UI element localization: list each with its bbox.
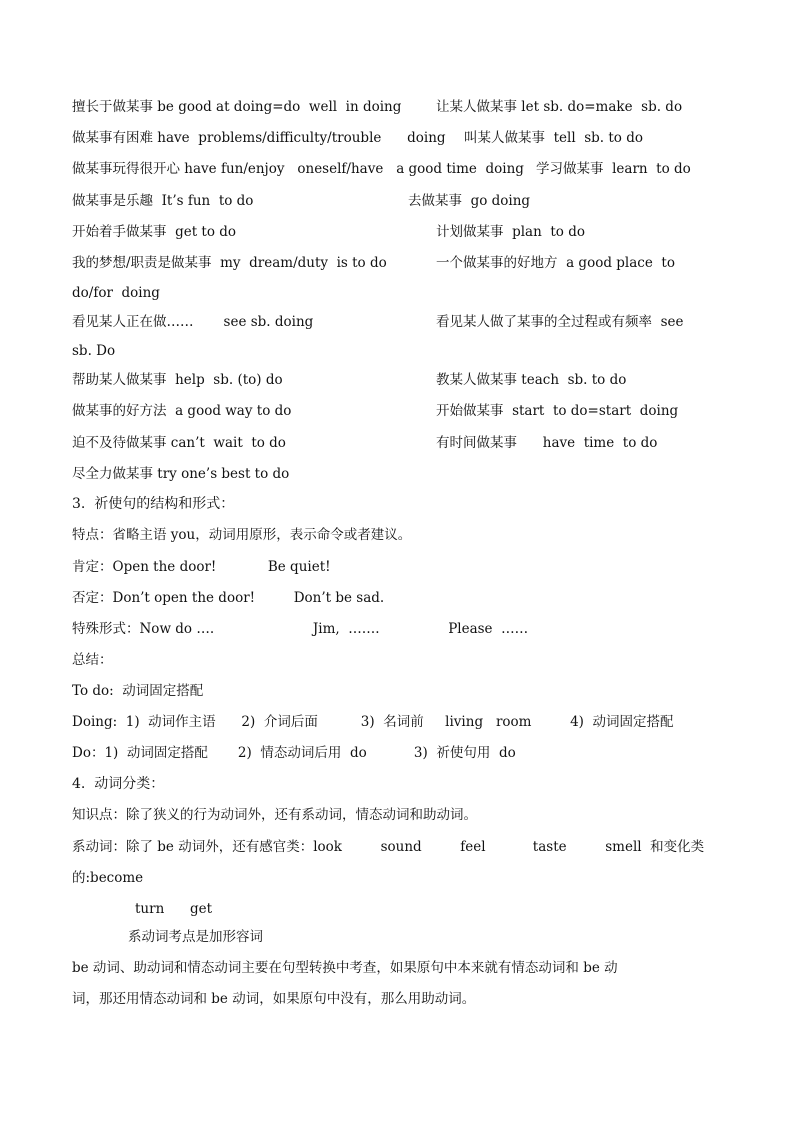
phrase-right: 看见某人做了某事的全过程或有频率 see	[436, 314, 684, 330]
phrase-right: 一个做某事的好地方 a good place to	[436, 255, 675, 271]
phrase-left: do/for doing	[72, 285, 160, 301]
linking-verbs-line-3: turn get	[135, 901, 213, 917]
phrase-right: 学习做某事 learn to do	[536, 161, 691, 177]
verb-paragraph-2: 词，那还用情态动词和 be 动词，如果原句中没有，那么用助动词。	[72, 991, 476, 1007]
verb-knowledge: 知识点：除了狭义的行为动词外，还有系动词，情态动词和助动词。	[72, 807, 477, 823]
phrase-right: 计划做某事 plan to do	[436, 224, 585, 240]
phrase-left: 做某事有困难 have problems/difficulty/trouble doing	[72, 130, 446, 146]
section-3-heading: 3. 祈使句的结构和形式：	[72, 496, 235, 512]
phrase-left: 擅长于做某事 be good at doing=do well in doing	[72, 99, 402, 115]
imperative-negative: 否定：Don’t open the door! Don’t be sad.	[72, 590, 385, 606]
imperative-feature: 特点：省略主语 you，动词用原形，表示命令或者建议。	[72, 527, 412, 543]
phrase-left: 帮助某人做某事 help sb. (to) do	[72, 372, 283, 388]
phrase-left: 我的梦想/职责是做某事 my dream/duty is to do	[72, 255, 387, 271]
linking-verbs-line-1: 系动词：除了 be 动词外，还有感官类：look sound feel taste smell 和变化类	[72, 839, 705, 855]
linking-verbs-line-2: 的:become	[72, 870, 144, 886]
phrase-right: 让某人做某事 let sb. do=make sb. do	[436, 99, 683, 115]
verb-paragraph-1: be 动词、助动词和情态动词主要在句型转换中考查，如果原句中本来就有情态动词和 be 动	[72, 960, 618, 976]
phrase-left: 看见某人正在做…… see sb. doing	[72, 314, 314, 330]
phrase-left: 开始着手做某事 get to do	[72, 224, 237, 240]
phrase-left: 做某事是乐趣 It’s fun to do	[72, 193, 254, 209]
summary-label: 总结：	[72, 652, 113, 668]
phrase-right: 去做某事 go doing	[408, 193, 531, 209]
phrase-right: 开始做某事 start to do=start doing	[436, 403, 679, 419]
phrase-left: 尽全力做某事 try one’s best to do	[72, 466, 290, 482]
phrase-right: 教某人做某事 teach sb. to do	[436, 372, 627, 388]
summary-to-do: To do: 动词固定搭配	[72, 683, 204, 699]
summary-do: Do：1) 动词固定搭配 2) 情态动词后用 do 3) 祈使句用 do	[72, 745, 516, 761]
linking-verbs-note: 系动词考点是加形容词	[128, 929, 263, 945]
phrase-right: 有时间做某事 have time to do	[436, 435, 658, 451]
phrase-left: 做某事的好方法 a good way to do	[72, 403, 292, 419]
phrase-left: 迫不及待做某事 can’t wait to do	[72, 435, 286, 451]
phrase-right: 叫某人做某事 tell sb. to do	[464, 130, 643, 146]
phrase-left: 做某事玩得很开心 have fun/enjoy oneself/have a good time doing	[72, 161, 524, 177]
imperative-positive: 肯定：Open the door! Be quiet!	[72, 559, 331, 575]
summary-doing: Doing: 1) 动词作主语 2) 介词后面 3) 名词前 living room 4) 动词固定搭配	[72, 714, 674, 730]
section-4-heading: 4. 动词分类：	[72, 776, 165, 792]
phrase-left: sb. Do	[72, 343, 116, 359]
imperative-special: 特殊形式：Now do …. Jim, ……. Please ……	[72, 621, 529, 637]
